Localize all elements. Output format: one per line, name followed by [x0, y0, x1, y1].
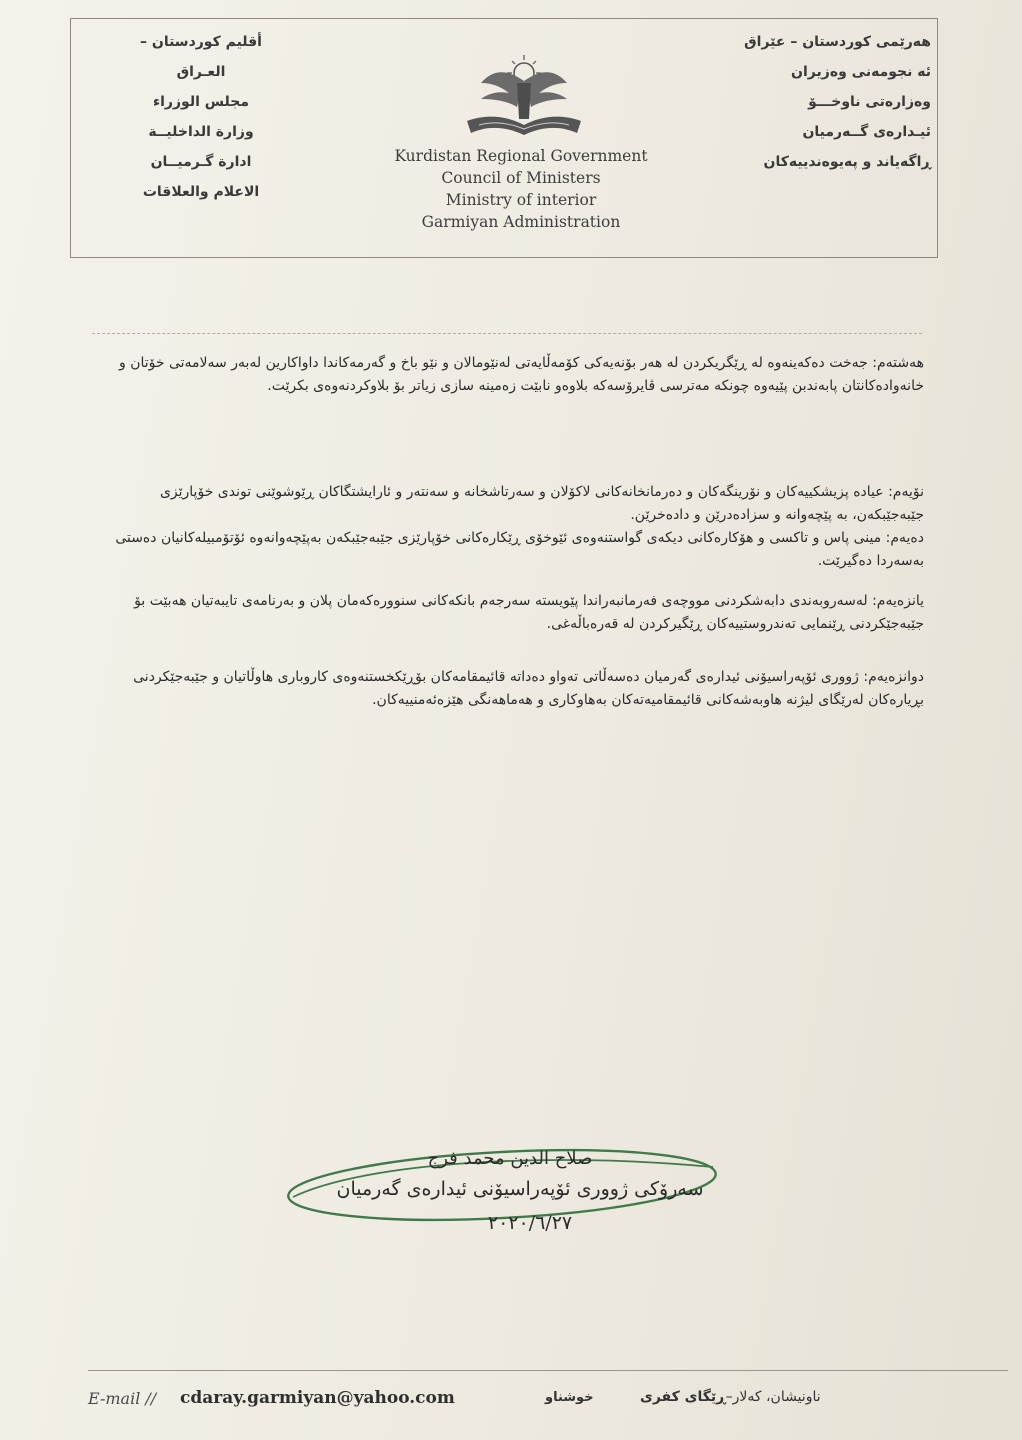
address-prefix: ناونیشان، کەلار– [725, 1389, 821, 1405]
footer-divider [88, 1370, 1008, 1371]
letterhead-kurdish-line: هەرێمی کوردستان – عێراق [744, 34, 931, 50]
letterhead-arabic [131, 27, 271, 207]
signatory-title: سەرۆکی ژووری ئۆپەراسیۆنی ئیدارەی گەرمیان [336, 1178, 704, 1200]
paragraph-eleventh [92, 590, 924, 636]
paragraph-text: یانزەیەم: لەسەروبەندی دابەشکردنی مووچەی فەرمانبەراندا پێویستە سەرجەم بانکەکانی سنوورەکەمان پلان و بەرنامەی تایبەتیان هەبێت بۆ جێبەجێکردنی ڕێنمایی تەندروستییەکان ڕێگیرکردن لە قەرەباڵەغی. [134, 593, 924, 632]
separator-line [92, 333, 922, 334]
signature-date: ٢٠٢٠/٦/٢٧ [487, 1212, 573, 1234]
letterhead-kurdish-line: ڕاگه‌یاند و پەیوەندییەکان [763, 154, 931, 170]
paragraph-eighth [92, 352, 924, 398]
letterhead-arabic-line: وزارة الداخليــة [148, 124, 254, 140]
letterhead-english [371, 145, 671, 233]
paragraph-twelfth [92, 666, 924, 712]
letterhead-arabic-line: مجلس الوزراء [152, 94, 250, 110]
letterhead-english-line: Council of Ministers [441, 169, 601, 187]
letterhead-kurdish-line: ئه نجومه‌نی وه‌زیران [791, 64, 931, 80]
paragraph-text: هەشتەم: جەخت دەکەینەوە لە ڕێگریکردن لە هەر بۆنەیەکی کۆمەڵایەتی لەنێومالان و نێو باخ و گەرمەکاندا داواکارین لەبەر سەلامەتی خۆتان و خانەوادەکانتان پابەندبن پێیەوە چونکە مەترسی ڤایرۆسەکە بلاوەو نابێت زەمینە سازی زیاتر بۆ بلاوکردنەوەی بکرێت. [118, 355, 924, 394]
letterhead-english-line: Kurdistan Regional Government [394, 147, 648, 165]
email-address[interactable]: cdaray.garmiyan@yahoo.com [180, 1388, 455, 1408]
paragraph-text: نۆیەم: عیادە پزیشکییەکان و نۆرینگەکان و دەرمانخانەکانی لاکۆلان و سەرتاشخانە و سەنتەر و ئارایشتگاکان ڕێوشوێنی توندی خۆپارێزی جێبەجێبکەن، بە پێچەوانە و سزادەدرێن و دادەخرێن. دەیەم: مینی پاس و تاکسی و هۆکارەکانی دیکەی گواستنەوەی ئێوخۆی ڕێکارەکانی خۆپارێزی جێبەجێبکەن بەپێچەوانەوە ئۆتۆمبیلەکانیان دەستی بەسەردا دەگیرێت. [115, 484, 924, 569]
krg-eagle-emblem-icon [459, 33, 589, 143]
letterhead-kurdish-line: ئیـداره‌ی گــه‌رمیان [802, 124, 931, 140]
letterhead-kurdish [731, 27, 931, 177]
signatory-name: صلاح الدين محمد فرج [427, 1148, 593, 1169]
paragraph-text: دوانزەیەم: ژووری ئۆپەراسیۆنی ئیدارەی گەرمیان دەسەڵاتی تەواو دەداتە قائیمقامەکان بۆڕێکخستنەوەی کاروباری هاوڵاتیان و جێبەجێکردنی بڕیارەکان لەرێگای لیژنە هاوبەشەکانی قائیمقامیەتەکان بەهاوکاری و هەماهەنگی هێزەئەمنییەکان. [133, 669, 924, 708]
letterhead-english-line: Garmiyan Administration [421, 213, 621, 231]
letterhead-arabic-line: أقليم كوردستان – العـراق [140, 34, 262, 80]
footer-district: خوشناو [545, 1390, 594, 1405]
letterhead-arabic-line: الاعلام والعلاقات [142, 184, 260, 200]
letterhead-box [70, 18, 938, 258]
letterhead-arabic-line: ادارة گـرميــان [150, 154, 252, 170]
address-road: ڕێگای کفری [640, 1389, 726, 1405]
paragraph-ninth-tenth [92, 458, 924, 596]
footer-address [640, 1389, 821, 1405]
letterhead-kurdish-line: وه‌زاره‌تی ناوخـــۆ [808, 94, 931, 110]
email-label: E-mail // [88, 1389, 157, 1408]
letterhead-english-line: Ministry of interior [445, 191, 597, 209]
